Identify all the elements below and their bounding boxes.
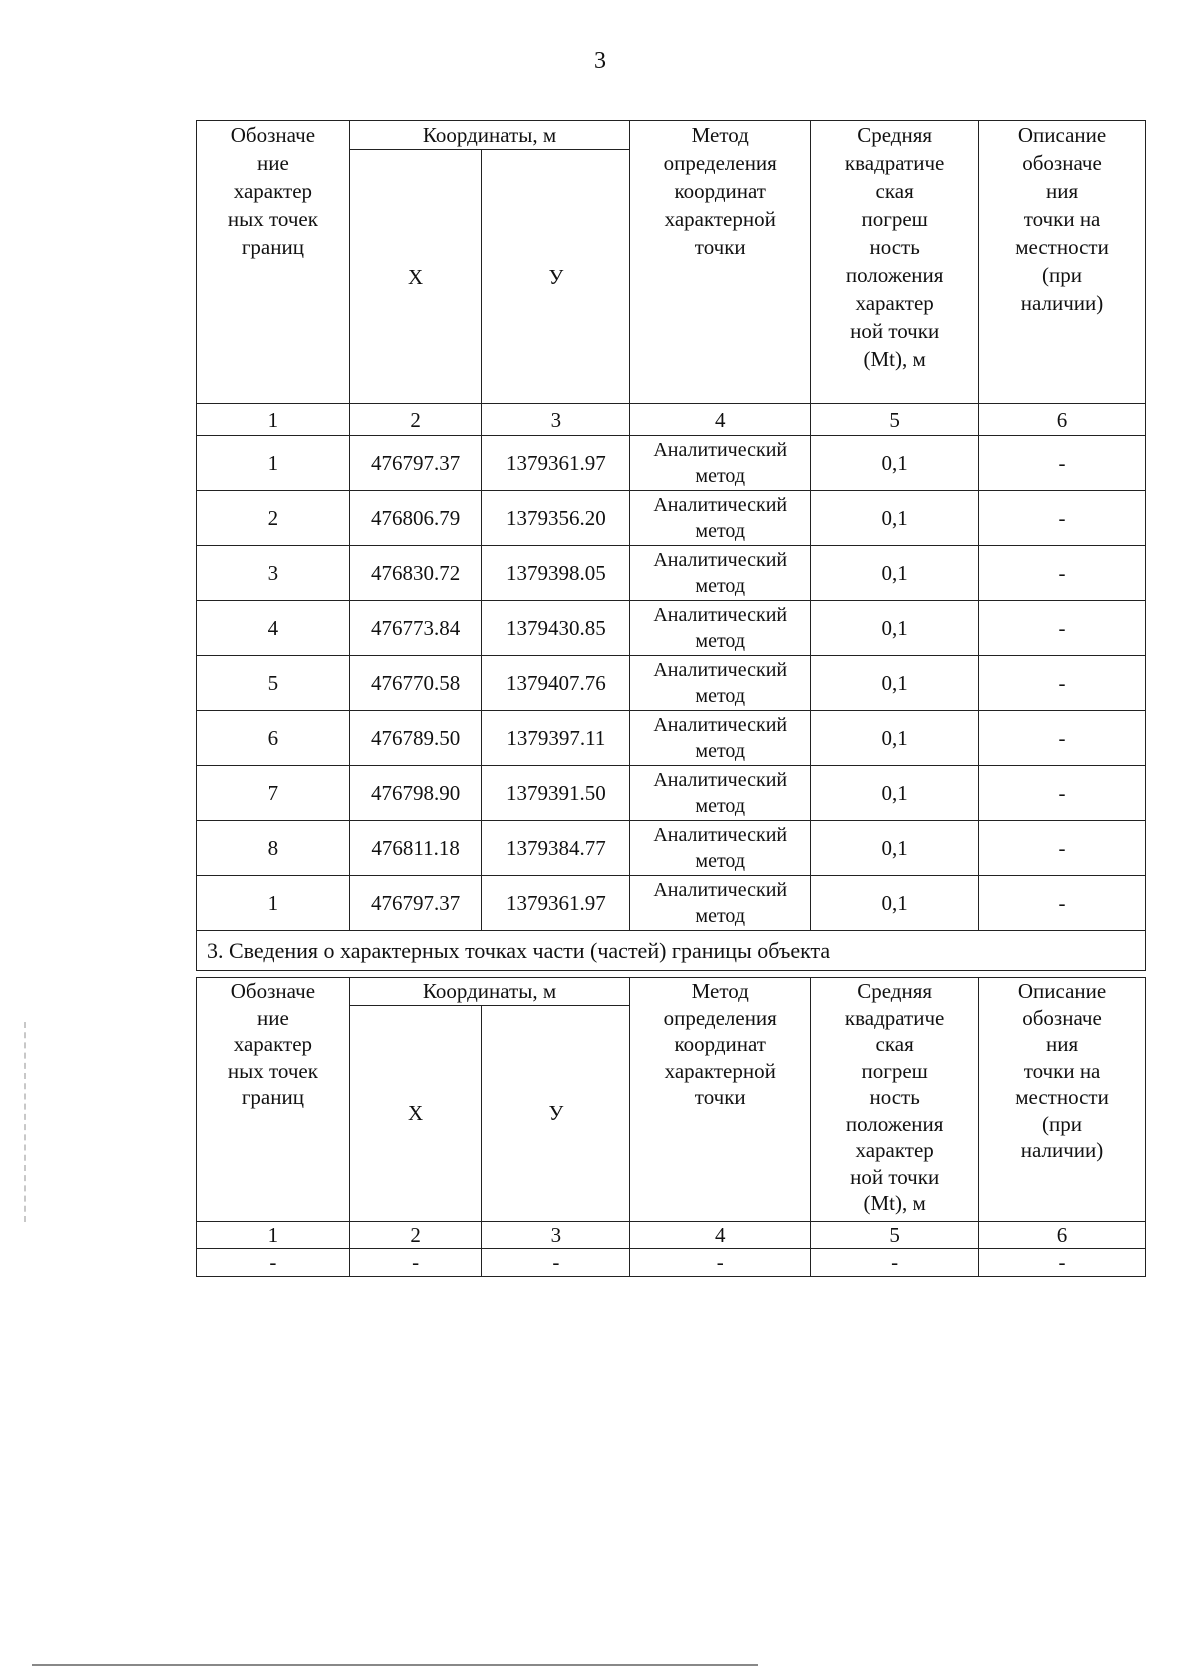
table-row (197, 766, 1146, 821)
description-value: - (979, 821, 1146, 876)
col-number: 5 (811, 1221, 979, 1249)
header-coordinates: Координаты, м (349, 121, 629, 150)
coord-x: 476830.72 (349, 546, 482, 601)
point-number: 4 (197, 601, 350, 656)
coordinates-table (196, 120, 1146, 971)
table-row (197, 821, 1146, 876)
method-value: Аналитический метод (630, 546, 811, 601)
description-value: - (979, 436, 1146, 491)
header-description: Описание обозначе ния точки на местности (при наличии) (979, 978, 1146, 1222)
method-value: Аналитический метод (630, 876, 811, 931)
coord-y: 1379407.76 (482, 656, 630, 711)
header-x: Х (349, 1005, 482, 1221)
point-number: 6 (197, 711, 350, 766)
coord-x: 476789.50 (349, 711, 482, 766)
coord-y: 1379361.97 (482, 876, 630, 931)
parts-empty-row (197, 1249, 1146, 1277)
section-3-title: 3. Сведения о характерных точках части (частей) границы объекта (197, 931, 1146, 971)
method-value: Аналитический метод (630, 436, 811, 491)
mt-value: 0,1 (811, 766, 979, 821)
col-number: 6 (979, 404, 1146, 436)
mt-value: 0,1 (811, 656, 979, 711)
table-row (197, 601, 1146, 656)
coord-x: 476773.84 (349, 601, 482, 656)
method-value: Аналитический метод (630, 656, 811, 711)
mt-value: 0,1 (811, 821, 979, 876)
header-y: У (482, 150, 630, 404)
table-row (197, 491, 1146, 546)
point-number: 5 (197, 656, 350, 711)
point-number: 7 (197, 766, 350, 821)
col-number: 1 (197, 404, 350, 436)
point-number: 1 (197, 436, 350, 491)
mt-value: 0,1 (811, 711, 979, 766)
table-row (197, 656, 1146, 711)
coord-x: 476797.37 (349, 436, 482, 491)
description-value: - (979, 546, 1146, 601)
mt-value: 0,1 (811, 546, 979, 601)
table-cell: - (630, 1249, 811, 1277)
coord-x: 476797.37 (349, 876, 482, 931)
description-value: - (979, 876, 1146, 931)
parts-table (196, 977, 1146, 1277)
coord-y: 1379398.05 (482, 546, 630, 601)
description-value: - (979, 601, 1146, 656)
table-cell: - (979, 1249, 1146, 1277)
point-number: 3 (197, 546, 350, 601)
header-error: Средняя квадратиче ская погреш ность положения характер ной точки (Mt), м (811, 121, 979, 404)
col-number: 1 (197, 1221, 350, 1249)
header-y: У (482, 1005, 630, 1221)
col-number: 4 (630, 1221, 811, 1249)
col-number: 4 (630, 404, 811, 436)
header-error: Средняя квадратиче ская погреш ность положения характер ной точки (Mt), м (811, 978, 979, 1222)
coord-y: 1379361.97 (482, 436, 630, 491)
header-point-label: Обозначе ние характер ных точек границ (197, 978, 350, 1222)
col-number: 3 (482, 1221, 630, 1249)
header-coordinates: Координаты, м (349, 978, 629, 1006)
method-value: Аналитический метод (630, 491, 811, 546)
header-method: Метод определения координат характерной точки (630, 121, 811, 404)
coord-y: 1379397.11 (482, 711, 630, 766)
table-row (197, 436, 1146, 491)
col-number: 5 (811, 404, 979, 436)
page-number: 3 (594, 48, 606, 74)
scan-margin-marks (24, 1022, 28, 1222)
col-number: 2 (349, 1221, 482, 1249)
point-number: 8 (197, 821, 350, 876)
description-value: - (979, 491, 1146, 546)
description-value: - (979, 766, 1146, 821)
col-number: 3 (482, 404, 630, 436)
table-cell: - (197, 1249, 350, 1277)
method-value: Аналитический метод (630, 711, 811, 766)
table-row (197, 546, 1146, 601)
header-x: Х (349, 150, 482, 404)
mt-value: 0,1 (811, 436, 979, 491)
table-cell: - (811, 1249, 979, 1277)
point-number: 1 (197, 876, 350, 931)
coord-x: 476770.58 (349, 656, 482, 711)
method-value: Аналитический метод (630, 821, 811, 876)
table-cell: - (349, 1249, 482, 1277)
coord-y: 1379430.85 (482, 601, 630, 656)
column-numbers-row (197, 1221, 1146, 1249)
footer-rule (32, 1664, 758, 1666)
col-number: 2 (349, 404, 482, 436)
header-point-label: Обозначе ние характер ных точек границ (197, 121, 350, 404)
coord-x: 476806.79 (349, 491, 482, 546)
coord-y: 1379384.77 (482, 821, 630, 876)
description-value: - (979, 711, 1146, 766)
header-method: Метод определения координат характерной точки (630, 978, 811, 1222)
coord-x: 476798.90 (349, 766, 482, 821)
coord-x: 476811.18 (349, 821, 482, 876)
table-row (197, 711, 1146, 766)
header-description: Описание обозначе ния точки на местности (при наличии) (979, 121, 1146, 404)
method-value: Аналитический метод (630, 601, 811, 656)
table-cell: - (482, 1249, 630, 1277)
column-numbers-row (197, 404, 1146, 436)
mt-value: 0,1 (811, 876, 979, 931)
col-number: 6 (979, 1221, 1146, 1249)
coord-y: 1379356.20 (482, 491, 630, 546)
description-value: - (979, 656, 1146, 711)
table-row (197, 876, 1146, 931)
mt-value: 0,1 (811, 491, 979, 546)
point-number: 2 (197, 491, 350, 546)
method-value: Аналитический метод (630, 766, 811, 821)
mt-value: 0,1 (811, 601, 979, 656)
coord-y: 1379391.50 (482, 766, 630, 821)
